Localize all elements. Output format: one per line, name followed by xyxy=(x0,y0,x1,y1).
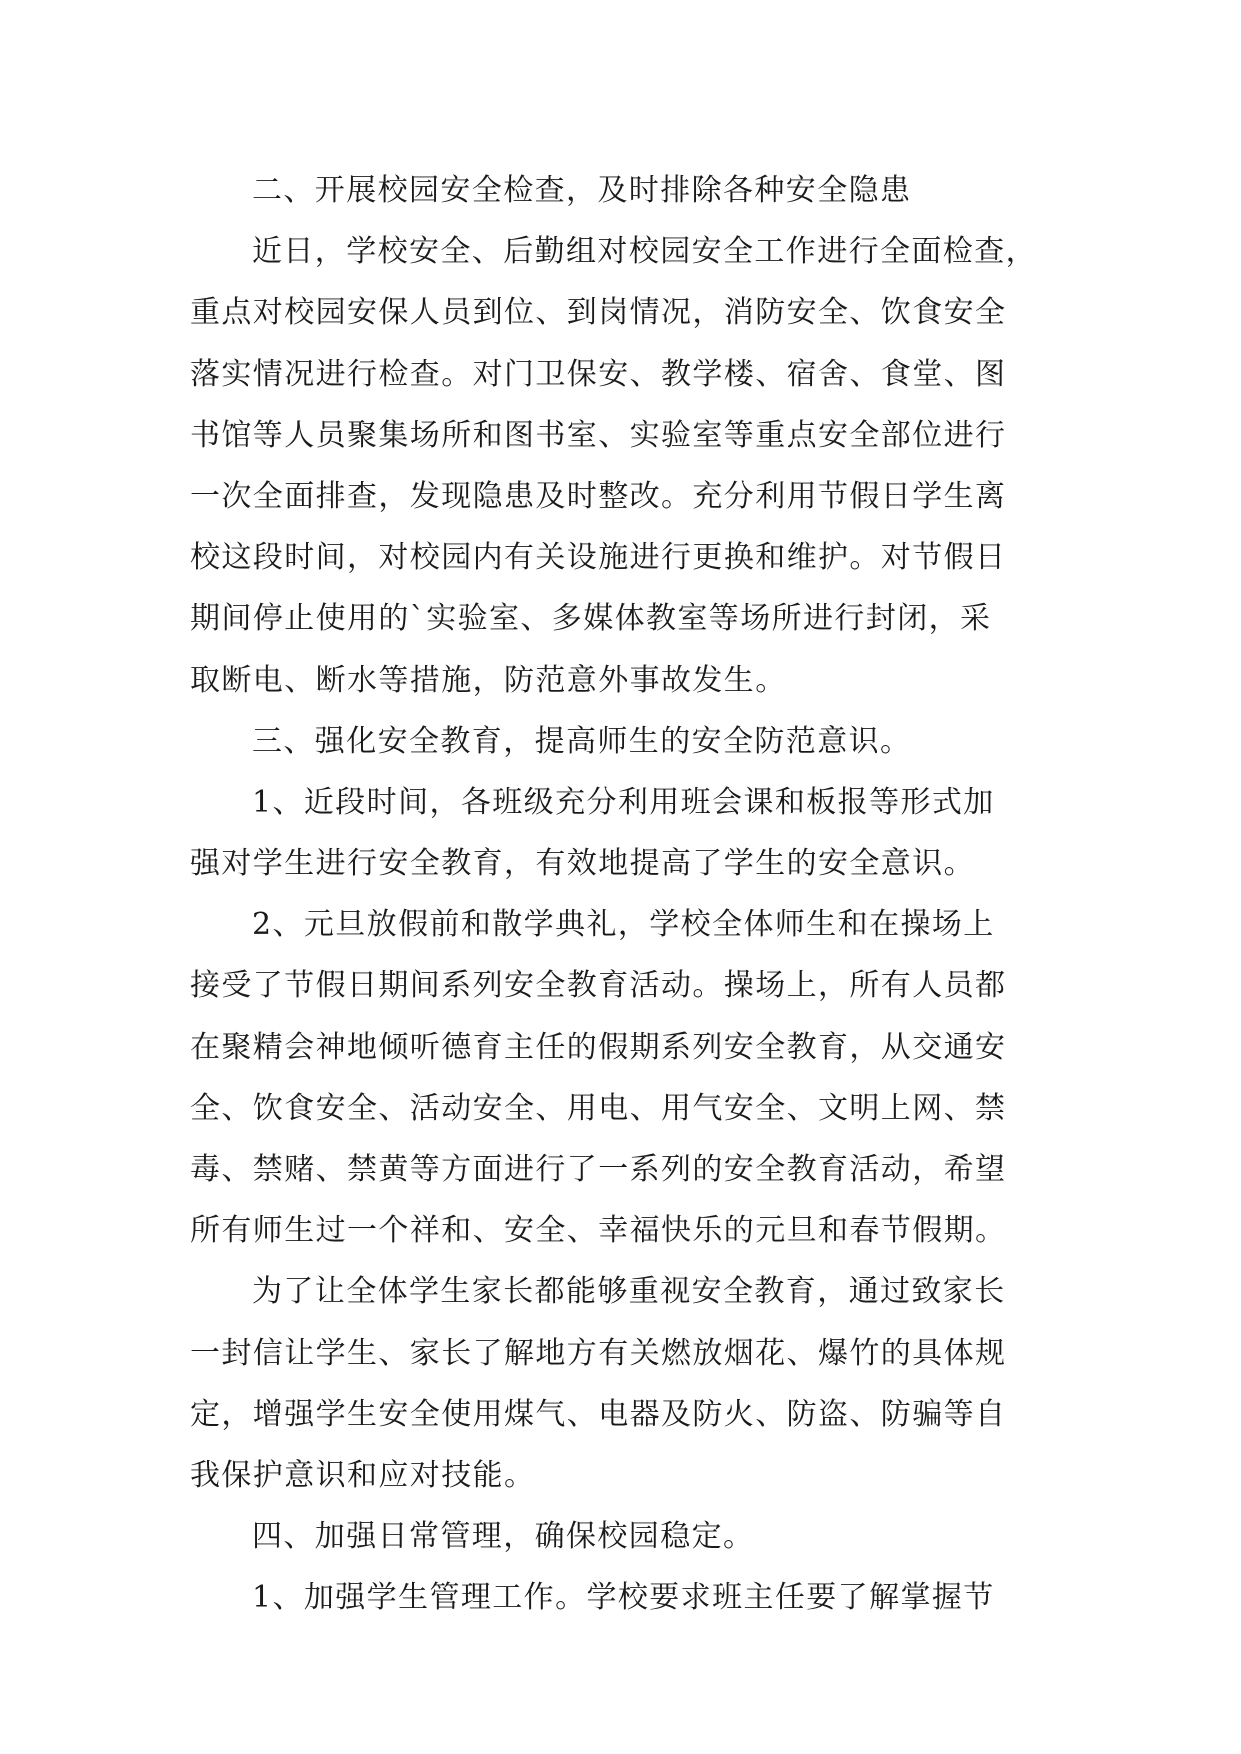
document-body xyxy=(190,160,1070,1629)
paragraph-line: 强对学生进行安全教育，有效地提高了学生的安全意识。 xyxy=(190,846,975,882)
paragraph-line: 1、近段时间，各班级充分利用班会课和板报等形式加 xyxy=(252,784,995,820)
paragraph-line: 接受了节假日期间系列安全教育活动。操场上，所有人员都 xyxy=(190,968,1007,1004)
paragraph-line: 一封信让学生、家长了解地方有关燃放烟花、爆竹的具体规 xyxy=(190,1335,1007,1371)
paragraph-line: 重点对校园安保人员到位、到岗情况，消防安全、饮食安全 xyxy=(190,295,1007,331)
paragraph-line: 校这段时间，对校园内有关设施进行更换和维护。对节假日 xyxy=(190,540,1007,576)
paragraph-line: 所有师生过一个祥和、安全、幸福快乐的元旦和春节假期。 xyxy=(190,1213,1007,1249)
section-heading-4: 四、加强日常管理，确保校园稳定。 xyxy=(252,1519,755,1555)
paragraph-line: 书馆等人员聚集场所和图书室、实验室等重点安全部位进行 xyxy=(190,417,1007,453)
paragraph-line: 近日，学校安全、后勤组对校园安全工作进行全面检查， xyxy=(252,234,1037,270)
paragraph-line: 期间停止使用的`实验室、多媒体教室等场所进行封闭，采 xyxy=(190,601,992,637)
paragraph-line: 2、元旦放假前和散学典礼，学校全体师生和在操场上 xyxy=(252,907,995,943)
paragraph-line: 为了让全体学生家长都能够重视安全教育，通过致家长 xyxy=(252,1274,1006,1310)
paragraph-line: 全、饮食安全、活动安全、用电、用气安全、文明上网、禁 xyxy=(190,1090,1007,1126)
paragraph-line: 一次全面排查，发现隐患及时整改。充分利用节假日学生离 xyxy=(190,478,1007,514)
paragraph-line: 在聚精会神地倾听德育主任的假期系列安全教育，从交通安 xyxy=(190,1029,1007,1065)
section-heading-2: 二、开展校园安全检查，及时排除各种安全隐患 xyxy=(252,173,912,208)
paragraph-line: 落实情况进行检查。对门卫保安、教学楼、宿舍、食堂、图 xyxy=(190,356,1007,392)
paragraph-line: 定，增强学生安全使用煤气、电器及防火、防盗、防骗等自 xyxy=(190,1396,1007,1432)
paragraph-line: 毒、禁赌、禁黄等方面进行了一系列的安全教育活动，希望 xyxy=(190,1152,1007,1187)
paragraph-line: 1、加强学生管理工作。学校要求班主任要了解掌握节 xyxy=(252,1580,995,1616)
paragraph-line: 我保护意识和应对技能。 xyxy=(190,1457,536,1493)
paragraph-line: 取断电、断水等措施，防范意外事故发生。 xyxy=(190,662,787,698)
section-heading-3: 三、强化安全教育，提高师生的安全防范意识。 xyxy=(252,723,912,759)
